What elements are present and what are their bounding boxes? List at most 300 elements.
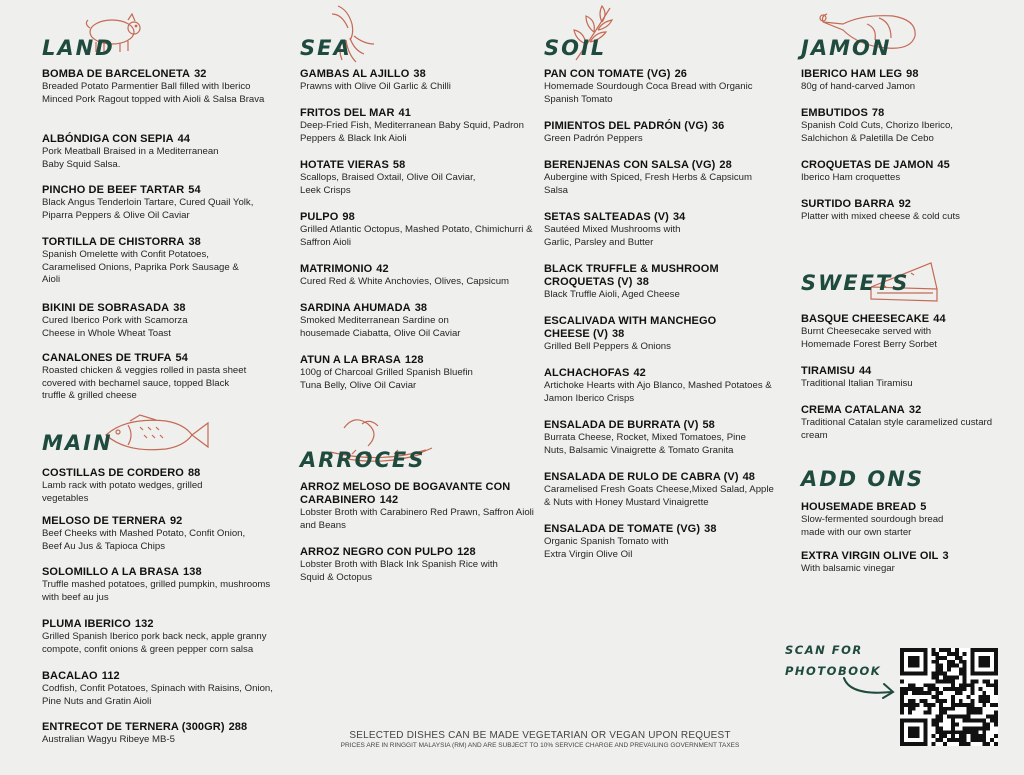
menu-item [300,68,545,94]
menu-item [42,670,287,708]
qr-module [986,742,990,746]
sweets-section-header [801,255,1001,295]
qr-module [935,679,939,683]
qr-module [982,703,986,707]
item-description: 80g of hand-carved Jamon [801,81,916,92]
item-name: TORTILLA DE CHISTORRA [42,236,185,248]
qr-module [982,691,986,695]
item-description: Cured Red & White Anchovies, Olives, Capsicum [300,276,510,287]
qr-module [908,687,912,691]
qr-module [947,730,951,734]
qr-module [924,711,928,715]
item-name: GAMBAS AL AJILLO [300,68,410,80]
qr-module [935,730,939,734]
item-description: Aubergine with Spiced, Fresh Herbs & Capsicum Salsa [544,172,752,196]
qr-module [939,672,943,676]
qr-module [963,715,967,719]
item-description: Platter with mixed cheese & cold cuts [801,211,960,222]
qr-module [931,719,935,723]
qr-module [947,687,951,691]
menu-item [544,471,789,509]
qr-module [927,703,931,707]
qr-module [931,660,935,664]
qr-module [951,719,955,723]
item-name: PIMIENTOS DEL PADRÓN (VG) [544,120,708,132]
qr-module [916,703,920,707]
qr-module [974,679,978,683]
qr-module [935,691,939,695]
qr-module [971,730,975,734]
jamon-section-header [801,20,1001,60]
item-description: Black Angus Tenderloin Tartare, Cured Quail Yolk, Piparra Peppers & Olive Oil Caviar [42,197,254,221]
qr-module [963,703,967,707]
qr-module [990,738,994,742]
qr-module [931,675,935,679]
land-section-header [42,20,282,60]
item-description: 100g of Charcoal Grilled Spanish Bluefin Tuna Belly, Olive Oil Caviar [300,367,473,391]
qr-module [963,742,967,746]
qr-module [959,687,963,691]
qr-module [939,679,943,683]
qr-module [943,687,947,691]
qr-module [927,711,931,715]
item-name: ARROZ MELOSO DE BOGAVANTE CON CARABINERO [300,481,511,506]
qr-module [927,707,931,711]
qr-module [955,648,959,652]
qr-module [963,719,967,723]
qr-module [951,679,955,683]
qr-module [951,722,955,726]
item-name: HOTATE VIERAS [300,159,389,171]
menu-item [801,404,1024,442]
qr-module [912,707,916,711]
qr-module [971,726,975,730]
qr-module [947,664,951,668]
qr-module [963,672,967,676]
item-price: 5 [920,501,927,513]
menu-item [42,515,287,553]
qr-module [935,656,939,660]
qr-module [978,719,982,723]
qr-module [978,687,982,691]
item-name: PAN CON TOMATE (VG) [544,68,671,80]
item-price: 38 [704,523,717,535]
curved-arrow-icon [838,674,900,702]
qr-module [904,687,908,691]
qr-module [904,691,908,695]
qr-module [974,707,978,711]
qr-module [904,703,908,707]
menu-item [300,481,545,532]
menu-item [42,618,287,656]
qr-module [967,726,971,730]
menu-item [801,313,1024,351]
menu-item [42,184,287,222]
qr-module [994,683,998,687]
qr-module [908,683,912,687]
qr-module [943,730,947,734]
qr-module [963,683,967,687]
arroces-section-header [300,432,540,472]
item-price: 34 [672,211,686,223]
item-description: Homemade Sourdough Coca Bread with Organic Spanish Tomato [544,81,753,105]
item-name: BASQUE CHEESECAKE [801,313,930,325]
qr-module [916,691,920,695]
item-price: 42 [376,263,389,275]
item-description: Deep-Fried Fish, Mediterranean Baby Squid, Padron Peppers & Black Ink Aioli [300,120,524,144]
qr-module [951,695,955,699]
item-description: Artichoke Hearts with Ajo Blanco, Mashed Potatoes & Jamon Iberico Crisps [544,380,772,404]
qr-module [971,738,975,742]
item-description: Burnt Cheesecake served with Homemade Forest Berry Sorbet [801,326,937,350]
qr-module [943,707,947,711]
qr-module [943,675,947,679]
item-description: Traditional Italian Tiramisu [801,378,913,389]
item-price: 3 [942,550,949,562]
qr-module [951,675,955,679]
qr-module [939,738,943,742]
qr-module [955,675,959,679]
qr-module [963,668,967,672]
qr-module [943,656,947,660]
item-description: Iberico Ham croquettes [801,172,901,183]
item-name: CREMA CATALANA [801,404,905,416]
qr-module [967,715,971,719]
qr-module [939,726,943,730]
item-price: 41 [398,107,411,119]
qr-module [971,707,975,711]
qr-module [924,699,928,703]
qr-module [963,664,967,668]
qr-module [947,738,951,742]
qr-module [963,652,967,656]
qr-module [994,691,998,695]
qr-module [920,699,924,703]
qr-module [935,660,939,664]
qr-module [955,730,959,734]
soil-title: SOIL [544,36,607,60]
menu-item [801,159,1024,185]
item-description: Truffle mashed potatoes, grilled pumpkin, mushrooms with beef au jus [42,579,271,603]
sea-section-header [300,20,540,60]
item-price: 36 [711,120,725,132]
qr-module [912,683,916,687]
qr-module [951,687,955,691]
item-name: BOMBA DE BARCELONETA [42,68,191,80]
item-name: ARROZ NEGRO CON PULPO [300,546,454,558]
menu-item [544,523,789,561]
qr-code[interactable] [900,648,998,746]
qr-module [967,719,971,723]
qr-module [982,742,986,746]
qr-module [978,695,982,699]
menu-item [300,546,545,584]
qr-module [994,715,998,719]
qr-module [994,742,998,746]
qr-module [959,734,963,738]
qr-module [982,679,986,683]
qr-module [947,707,951,711]
qr-module [963,734,967,738]
qr-module [986,695,990,699]
item-description: Black Truffle Aioli, Aged Cheese [544,289,680,300]
qr-module [935,675,939,679]
qr-module [951,683,955,687]
item-description: Prawns with Olive Oil Garlic & Chilli [300,81,451,92]
item-description: Spanish Cold Cuts, Chorizo Iberico, Salchichon & Paletilla De Cebo [801,120,953,144]
item-name: ATUN A LA BRASA [300,354,401,366]
menu-item [801,198,1024,224]
item-description: Caramelised Fresh Goats Cheese,Mixed Salad, Apple & Nuts with Honey Mustard Vinaigrette [544,484,774,508]
fish-illustration-icon [100,413,210,457]
item-description: Burrata Cheese, Rocket, Mixed Tomatoes, Pine Nuts, Balsamic Vinaigrette & Tomato Granita [544,432,746,456]
item-price: 32 [194,68,207,80]
item-price: 132 [134,618,154,630]
menu-item [300,107,545,145]
qr-module [908,699,912,703]
item-price: 38 [636,276,649,288]
item-name: BIKINI DE SOBRASADA [42,302,170,314]
item-name: ENSALADA DE BURRATA (V) [544,419,699,431]
item-description: Grilled Bell Peppers & Onions [544,341,671,352]
menu-item [544,120,789,146]
qr-module [978,734,982,738]
item-price: 38 [173,302,186,314]
item-name: SURTIDO BARRA [801,198,895,210]
qr-module [959,738,963,742]
qr-module [978,726,982,730]
qr-module [982,699,986,703]
qr-module [939,664,943,668]
menu-item [801,107,1024,145]
addons-section-header [801,451,1001,491]
menu-item [42,236,287,287]
item-price: 98 [342,211,355,223]
qr-module [959,691,963,695]
qr-module [986,679,990,683]
qr-module [982,695,986,699]
item-description: Sautéed Mixed Mushrooms with Garlic, Parsley and Butter [544,224,681,248]
menu-item [801,550,1024,576]
menu-item [42,302,287,340]
menu-item [544,211,789,249]
item-description: Grilled Atlantic Octopus, Mashed Potato, Chimichurri & Saffron Aioli [300,224,533,248]
qr-module [990,703,994,707]
qr-module [943,672,947,676]
item-name: BERENJENAS CON SALSA (VG) [544,159,716,171]
qr-module [955,703,959,707]
item-price: 44 [858,365,872,377]
item-price: 128 [404,354,424,366]
qr-module [959,715,963,719]
qr-module [967,695,971,699]
item-name: COSTILLAS DE CORDERO [42,467,184,479]
menu-item [42,721,287,747]
menu-item [544,263,789,302]
qr-module [935,719,939,723]
qr-module [935,664,939,668]
item-description: Lobster Broth with Black Ink Spanish Rice with Squid & Octopus [300,559,498,583]
qr-module [931,695,935,699]
item-price: 48 [742,471,756,483]
qr-module [900,699,904,703]
qr-module [951,726,955,730]
item-description: Green Padrón Peppers [544,133,643,144]
qr-module [900,691,904,695]
qr-module [994,703,998,707]
qr-module [931,683,935,687]
qr-module [951,703,955,707]
menu-item [42,68,287,106]
sweets-title: SWEETS [801,271,910,295]
qr-module [912,703,916,707]
item-price: 78 [871,107,885,119]
qr-module [974,719,978,723]
menu-item [801,68,1024,94]
qr-module [959,683,963,687]
item-description: Beef Cheeks with Mashed Potato, Confit Onion, Beef Au Jus & Tapioca Chips [42,528,246,552]
qr-module [994,722,998,726]
qr-module [951,660,955,664]
qr-module [900,679,904,683]
item-name: PLUMA IBERICO [42,618,131,630]
qr-module [959,742,963,746]
qr-module [967,703,971,707]
item-name: ALCHACHOFAS [544,367,630,379]
item-price: 54 [188,184,201,196]
qr-module [959,668,963,672]
item-name: CROQUETAS DE JAMON [801,159,934,171]
qr-module [990,683,994,687]
item-description: Codfish, Confit Potatoes, Spinach with Raisins, Onion, Pine Nuts and Gratin Aioli [42,683,273,707]
qr-module [931,672,935,676]
qr-module [927,691,931,695]
menu-item [42,467,287,505]
qr-module [900,687,904,691]
qr-module [982,719,986,723]
qr-module [974,726,978,730]
qr-module [924,683,928,687]
qr-module [951,738,955,742]
item-name: IBERICO HAM LEG [801,68,903,80]
qr-module [982,734,986,738]
qr-module [947,668,951,672]
item-name: ALBÓNDIGA CON SEPIA [42,133,174,145]
menu-item [544,315,789,354]
item-price: 88 [187,467,201,479]
item-name: MELOSO DE TERNERA [42,515,166,527]
qr-module [986,726,990,730]
qr-module [982,738,986,742]
item-name-wrap [300,481,515,507]
qr-module [924,703,928,707]
qr-module [927,683,931,687]
item-name: ENTRECOT DE TERNERA (300GR) [42,721,225,733]
qr-module [974,730,978,734]
qr-module [900,711,904,715]
menu-item [300,302,545,340]
qr-module [959,730,963,734]
qr-module [939,668,943,672]
menu-item [42,352,287,403]
menu-item [544,159,789,197]
qr-module [959,660,963,664]
qr-module [971,734,975,738]
qr-module [974,734,978,738]
qr-module [935,715,939,719]
main-title: MAIN [42,431,113,455]
qr-module [947,660,951,664]
item-name: EXTRA VIRGIN OLIVE OIL [801,550,939,562]
qr-module [943,699,947,703]
item-name: MATRIMONIO [300,263,373,275]
item-name: CANALONES DE TRUFA [42,352,172,364]
qr-module [931,703,935,707]
qr-module [994,679,998,683]
jamon-title: JAMON [801,36,892,60]
item-price: 112 [101,670,120,682]
item-price: 128 [457,546,476,558]
qr-module [943,648,947,652]
qr-module [908,711,912,715]
qr-module [935,668,939,672]
item-name: TIRAMISU [801,365,855,377]
qr-module [986,683,990,687]
qr-module [931,652,935,656]
qr-module [943,734,947,738]
qr-module [935,672,939,676]
item-price: 45 [937,159,950,171]
qr-finder [978,656,990,668]
item-price: 58 [392,159,406,171]
qr-module [947,679,951,683]
item-name: BLACK TRUFFLE & MUSHROOM CROQUETAS (V) [544,263,719,288]
item-name: EMBUTIDOS [801,107,868,119]
item-description: Lamb rack with potato wedges, grilled vegetables [42,480,203,504]
qr-module [951,699,955,703]
qr-module [959,699,963,703]
qr-module [955,722,959,726]
qr-module [978,707,982,711]
item-name: BACALAO [42,670,98,682]
qr-module [939,719,943,723]
qr-module [939,648,943,652]
qr-module [931,722,935,726]
qr-module [935,722,939,726]
qr-module [990,719,994,723]
qr-module [959,672,963,676]
qr-module [982,726,986,730]
qr-module [978,711,982,715]
addons-title: ADD ONS [801,467,924,491]
menu-item [42,133,287,171]
qr-module [916,687,920,691]
item-description: Roasted chicken & veggies rolled in pasta sheet covered with bechamel sauce, topped Black truffle & grilled cheese [42,365,247,401]
menu-item [801,501,1024,539]
qr-module [955,738,959,742]
qr-module [931,742,935,746]
item-name: SOLOMILLO A LA BRASA [42,566,180,578]
item-description: Spanish Omelette with Confit Potatoes, Caramelised Onions, Paprika Pork Sausage & Aioli [42,249,239,285]
qr-module [963,660,967,664]
item-description: Cured Iberico Pork with Scamorza Cheese in Whole Wheat Toast [42,315,188,339]
item-name: ENSALADA DE TOMATE (VG) [544,523,701,535]
qr-module [939,656,943,660]
qr-module [986,699,990,703]
qr-module [951,715,955,719]
qr-module [971,703,975,707]
qr-module [931,687,935,691]
